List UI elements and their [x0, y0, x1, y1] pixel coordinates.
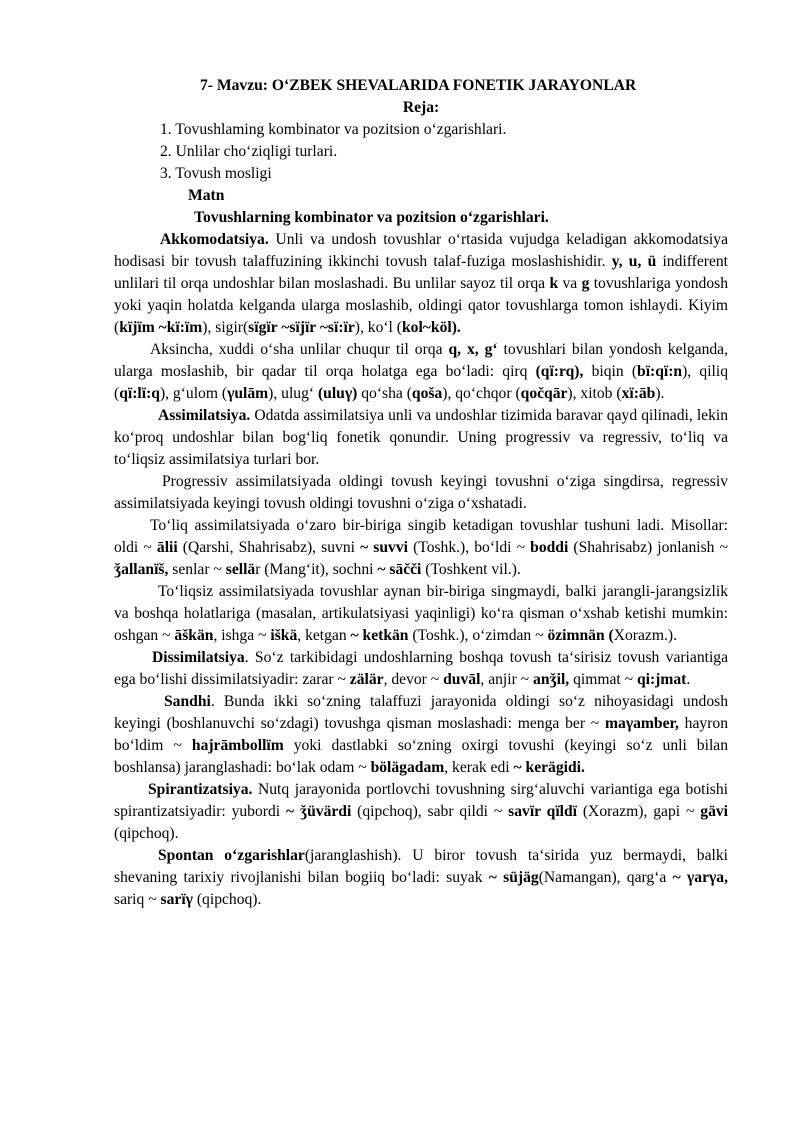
bold-term: k: [549, 275, 559, 292]
paragraph: [114, 405, 728, 471]
paragraph: [114, 779, 728, 845]
bold-term: Assimilatsiya.: [158, 407, 251, 424]
text-run: .: [686, 671, 691, 688]
bold-term: zälär: [349, 671, 384, 688]
text-run: ), ulug‘: [268, 385, 318, 402]
bold-term: qoša: [411, 385, 443, 402]
plan-heading: Reja:: [402, 99, 440, 116]
text-run: To‘liq assimilatsiyada o‘zaro bir-biriga singib ketadigan tovushlar tushuni ladi. Misollar: oldi ~: [114, 517, 728, 556]
plan-item: 3. Tovush mosligi: [160, 165, 272, 182]
bold-term: qočqār: [520, 385, 568, 402]
text-run: (Toshk.), o‘zimdan ~: [408, 627, 548, 644]
bold-term: Dissimilatsiya: [152, 649, 245, 666]
text-run: (Namangan), qarg‘a: [538, 869, 673, 886]
paragraph: [114, 471, 728, 515]
paragraph: [114, 845, 728, 911]
text-run: , ketgan: [297, 627, 351, 644]
text-run: (Toshk.), bo‘ldi ~: [407, 539, 531, 556]
bold-term: Spontan o‘zgarishlar: [158, 847, 305, 864]
text-run: ).: [655, 385, 665, 402]
text-run: ), g‘ulom (: [159, 385, 228, 402]
text-run: . Bunda ikki so‘zning talaffuzi jarayonida oldingi so‘z nihoyasidagi undosh keyingi (boshlanuvchi so‘zdagi) tovushga qisman moslashadi: menga ber ~: [114, 693, 728, 732]
text-run: (Toshkent vil.).: [421, 561, 521, 578]
page-title: 7- Mavzu: O‘ZBEK SHEVALARIDA FONETIK JARAYONLAR: [200, 77, 637, 94]
bold-term: anǯil,: [533, 671, 570, 688]
paragraph: [114, 229, 728, 339]
bold-term: xï:āb: [621, 385, 656, 402]
text-run: (qipchoq), sabr qildi ~: [351, 803, 509, 820]
bold-term: bï:qï:n: [637, 363, 683, 380]
text-run: Progressiv assimilatsiyada oldingi tovush keyingi tovushni o‘ziga singdirsa, regressiv assimilatsiyada keyingi tovush oldingi tovushni o‘ziga o‘xshatadi.: [114, 473, 728, 512]
text-run: , devor ~: [383, 671, 444, 688]
bold-term: Spirantizatsiya.: [148, 781, 253, 798]
text-run: ), sigir(: [202, 319, 249, 336]
text-run: va: [558, 275, 582, 292]
text-heading: Matn: [188, 187, 225, 204]
text-run: (Qarshi, Shahrisabz), suvni: [177, 539, 361, 556]
bold-term: y, u, ü: [611, 253, 657, 270]
paragraph: [114, 339, 728, 405]
text-run: ), qiliq (: [114, 363, 728, 402]
paragraph: [114, 691, 728, 779]
text-run: ), xitob (: [567, 385, 622, 402]
bold-term: ~ ǯüvärdi: [285, 803, 352, 820]
bold-term: āškän: [174, 627, 214, 644]
text-run: Unli va undosh tovushlar o‘rtasida vujudga keladigan akkomodatsiya hodisasi bir tovush talaffuzining ikkinchi tovush talaf-fuziga moslashishidir.: [114, 231, 728, 270]
document-body: [114, 75, 728, 911]
bold-term: sellä: [225, 561, 256, 578]
text-run: Xorazm.).: [613, 627, 677, 644]
bold-term: bölägadam: [370, 759, 445, 776]
text-run: (qipchoq).: [192, 891, 262, 908]
text-run: hayron bo‘ldim ~: [114, 715, 728, 754]
bold-term: (uluγ): [317, 385, 358, 402]
bold-term: ~ kerägidi.: [513, 759, 585, 776]
bold-term: duvāl: [443, 671, 481, 688]
text-run: Nutq jarayonida portlovchi tovushning sirg‘aluvchi variantiga ega botishi spirantizatsiyadir: yubordi: [114, 781, 728, 820]
text-run: qo‘sha (: [357, 385, 412, 402]
bold-term: qi:jmat: [636, 671, 687, 688]
bold-term: ~ süjäg: [488, 869, 539, 886]
bold-term: ~ sāčči: [377, 561, 422, 578]
bold-term: ~ ketkän: [350, 627, 409, 644]
bold-term: q, x, g‘: [448, 341, 498, 358]
bold-term: sïgïr ~sïjïr ~sï:ïr: [248, 319, 355, 336]
bold-term: g: [581, 275, 590, 292]
text-run: (Shahrisabz) jonlanish ~: [568, 539, 729, 556]
text-run: yoki dastlabki so‘zning oxirgi tovushi (keyingi so‘z unli bilan boshlansa) jaranglashadi: bo‘lak odam ~: [114, 737, 728, 776]
bold-term: iškä: [270, 627, 298, 644]
text-run: biqin (: [583, 363, 638, 380]
text-run: , anjir ~: [480, 671, 534, 688]
bold-term: kïjïm ~kï:ïm: [119, 319, 203, 336]
text-run: tovushlariga yondosh yoki yaqin holatda kelganda ularga moslashib, oldingi qator tovushlarga tomon ishlaydi. Kiyim (: [114, 275, 729, 336]
bold-term: sarïγ: [160, 891, 193, 908]
text-run: (jaranglashish). U biror tovush ta‘sirida yuz bermaydi, balki shevaning tarixiy rivojlanishi bilan bogiiq bo‘ladi: suyak: [114, 847, 728, 886]
text-run: Odatda assimilatsiya unli va undoshlar tizimida baravar qayd qilinadi, lekin ko‘proq undoshlar bilan bog‘liq fonetik qonundir. Uning progressiv va regressiv, to‘liq va to‘liqsiz assimilatsiya turlari bor.: [114, 407, 728, 468]
bold-term: maγamber,: [605, 715, 679, 732]
bold-term: boddi: [530, 539, 569, 556]
bold-term: hajrāmbollïm: [191, 737, 284, 754]
bold-term: özimnän (: [547, 627, 614, 644]
bold-term: ~ γarγa,: [672, 869, 729, 886]
text-run: ), ko‘l (: [354, 319, 402, 336]
paragraph: [114, 647, 728, 691]
bold-term: ālii: [156, 539, 178, 556]
plan-item: 2. Unlilar cho‘ziqligi turlari.: [160, 143, 338, 160]
text-run: . So‘z tarkibidagi undoshlarning boshqa tovush ta‘sirisiz tovush variantiga ega bo‘lishi dissimilatsiyadir: zarar ~: [114, 649, 728, 688]
text-run: , kerak edi: [444, 759, 514, 776]
text-run: , ishga ~: [213, 627, 271, 644]
section-subtitle: Tovushlarning kombinator va pozitsion o‘zgarishlari.: [194, 209, 549, 226]
text-run: qimmat ~: [569, 671, 637, 688]
bold-term: Sandhi: [164, 693, 211, 710]
bold-term: ǯallanïš,: [114, 561, 169, 578]
text-run: (Xorazm), gapi ~: [577, 803, 701, 820]
text-run: Aksincha, xuddi o‘sha unlilar chuqur til orqa: [150, 341, 449, 358]
plan-item: 1. Tovushlaming kombinator va pozitsion o‘zgarishlari.: [160, 121, 507, 138]
bold-term: gävi: [700, 803, 728, 820]
text-run: To‘liqsiz assimilatsiyada tovushlar aynan bir-biriga singmaydi, balki jarangli-jarangsizlik va boshqa holatlariga (masalan, artikulatsiyasi yaqinligi) ko‘ra qisman o‘xshab ketishi mumkin: oshgan ~: [114, 583, 728, 644]
paragraph: [114, 581, 728, 647]
text-run: sariq ~: [114, 891, 161, 908]
bold-term: (qï:rq),: [535, 363, 584, 380]
bold-term: kol~köl).: [401, 319, 461, 336]
body-paragraphs: [114, 229, 728, 911]
text-run: senlar ~: [168, 561, 226, 578]
text-run: (qipchoq).: [114, 825, 179, 842]
bold-term: qï:lï:q: [119, 385, 160, 402]
text-run: tovushlari bilan yondosh kelganda, ularga moslashib, bir qadar til orqa holatga ega bo‘ladi: qirq: [114, 341, 728, 380]
text-run: indifferent unlilari til orqa undoshlar bilan moslashadi. Bu unlilar sayoz til orqa: [114, 253, 728, 292]
text-run: ), qo‘chqor (: [442, 385, 521, 402]
text-run: r (Mang‘it), sochni: [255, 561, 378, 578]
bold-term: savïr qïldï: [508, 803, 577, 820]
bold-term: ~ suvvi: [360, 539, 408, 556]
bold-term: Akkomodatsiya.: [160, 231, 269, 248]
bold-term: γulām: [227, 385, 269, 402]
paragraph: [114, 515, 728, 581]
